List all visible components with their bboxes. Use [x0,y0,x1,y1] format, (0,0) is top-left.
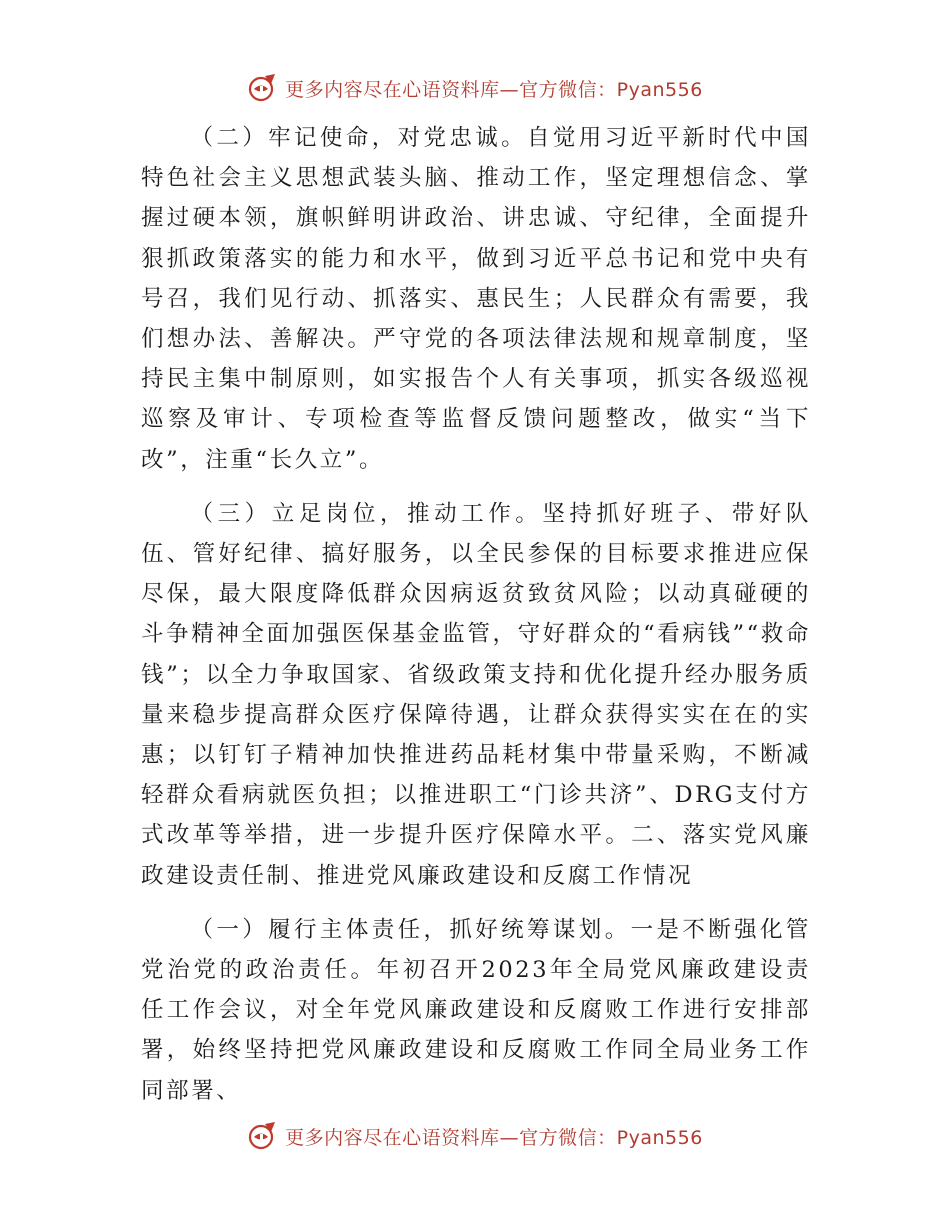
paragraph: （三）立足岗位，推动工作。坚持抓好班子、带好队伍、管好纪律、搞好服务，以全民参保的目标要求推进应保尽保，最大限度降低群众因病返贫致贫风险；以动真碰硬的斗争精神全面加强医保基金监管，守好群众的“看病钱”“救命钱”；以全力争取国家、省级政策支持和优化提升经办服务质量来稳步提高群众医疗保障待遇，让群众获得实实在在的实惠；以钉钉子精神加快推进药品耗材集中带量采购，不断减轻群众看病就医负担；以推进职工“门诊共济”、DRG支付方式改革等举措，进一步提升医疗保障水平。二、落实党风廉政建设责任制、推进党风廉政建设和反腐工作情况 [141,500,811,889]
paragraph: （一）履行主体责任，抓好统筹谋划。一是不断强化管党治党的政治责任。年初召开2023年全局党风廉政建设责任工作会议，对全年党风廉政建设和反腐败工作进行安排部署，始终坚持把党风廉政建设和反腐败工作同全局业务工作同部署、 [141,916,811,1104]
page-footer-banner [0,1120,950,1152]
header-banner-text: 更多内容尽在心语资料库—官方微信：Pyan556 [285,78,703,101]
document-body [141,118,811,1125]
page-header-banner [0,72,950,104]
red-book-logo-icon [247,1120,279,1152]
footer-banner-text: 更多内容尽在心语资料库—官方微信：Pyan556 [285,1126,703,1149]
paragraph: （二）牢记使命，对党忠诚。自觉用习近平新时代中国特色社会主义思想武装头脑、推动工作，坚定理想信念、掌握过硬本领，旗帜鲜明讲政治、讲忠诚、守纪律，全面提升狠抓政策落实的能力和水平，做到习近平总书记和党中央有号召，我们见行动、抓落实、惠民生；人民群众有需要，我们想办法、善解决。严守党的各项法律法规和规章制度，坚持民主集中制原则，如实报告个人有关事项，抓实各级巡视巡察及审计、专项检查等监督反馈问题整改，做实“当下改”，注重“长久立”。 [141,125,811,473]
red-book-logo-icon [247,72,279,104]
